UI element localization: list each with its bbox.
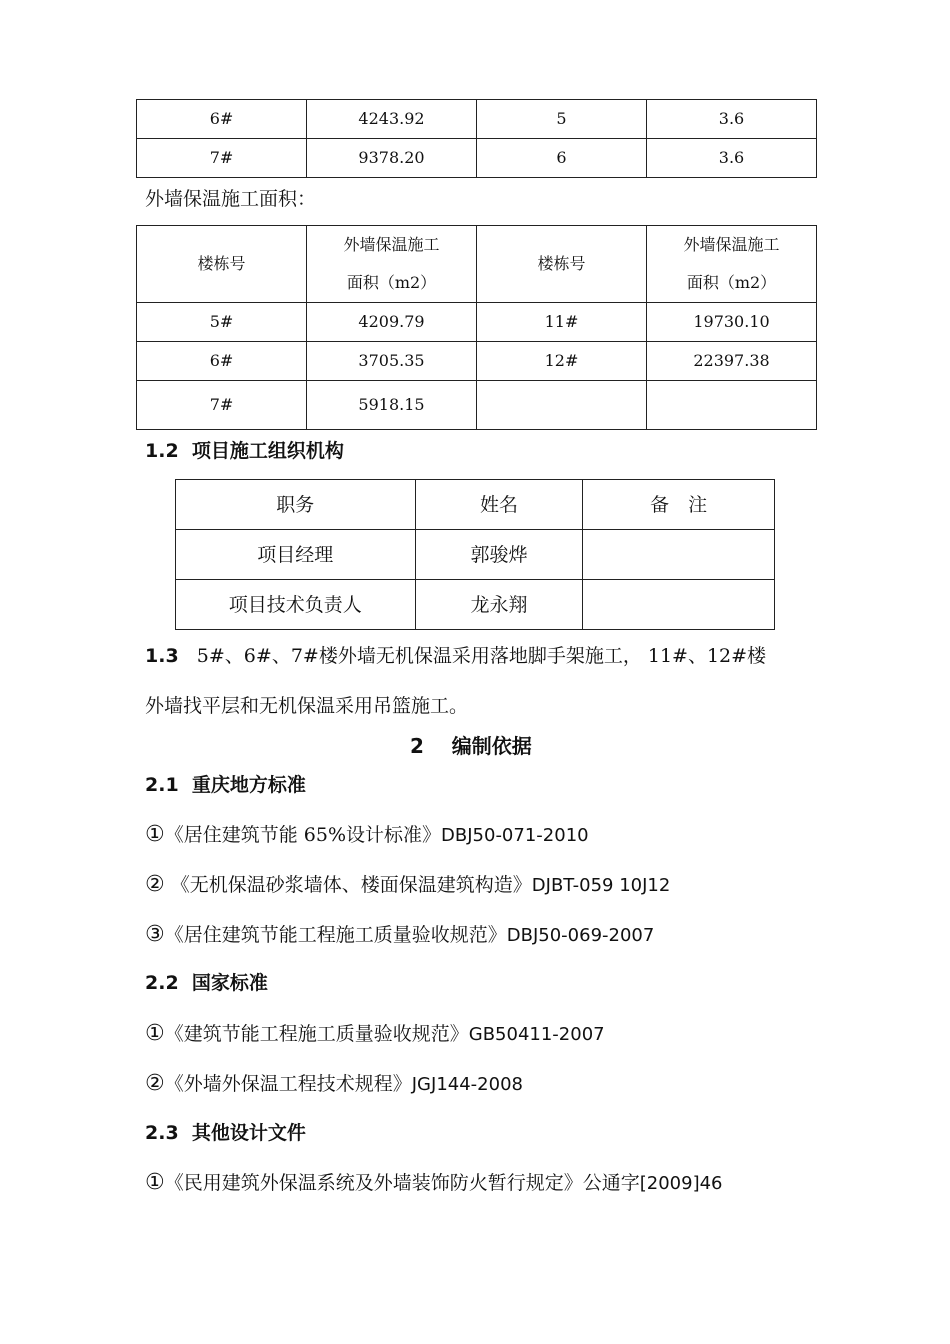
project-organization-table xyxy=(175,479,775,630)
table-cell: 6# xyxy=(137,342,307,381)
table-cell: 5# xyxy=(137,303,307,342)
table-row xyxy=(137,100,817,139)
table-cell: 9378.20 xyxy=(307,139,477,178)
section-number: 2.1 xyxy=(145,774,179,796)
table-cell: 项目技术负责人 xyxy=(176,580,416,630)
header-cell: 楼栋号 xyxy=(477,226,647,303)
header-cell xyxy=(647,226,817,303)
section-heading-2-2 xyxy=(145,968,268,995)
section-title: 其他设计文件 xyxy=(191,1122,306,1144)
item-marker: ③ xyxy=(145,922,165,947)
table-cell: 项目经理 xyxy=(176,530,416,580)
table-cell: 6# xyxy=(137,100,307,139)
paragraph-text: 5#、6#、7#楼外墙无机保温采用落地脚手架施工， 11#、12#楼 xyxy=(196,645,767,667)
header-line: 面积（m2） xyxy=(346,273,437,292)
table-cell: 4243.92 xyxy=(307,100,477,139)
table-cell: 7# xyxy=(137,381,307,430)
header-cell: 职务 xyxy=(176,480,416,530)
section-heading-2-1 xyxy=(145,770,306,797)
table-cell: 19730.10 xyxy=(647,303,817,342)
table-cell xyxy=(583,530,775,580)
table-cell xyxy=(647,381,817,430)
table-row xyxy=(176,530,775,580)
table-cell xyxy=(477,381,647,430)
section-number: 2.3 xyxy=(145,1122,179,1144)
table-row xyxy=(176,580,775,630)
table-cell: 5918.15 xyxy=(307,381,477,430)
item-marker: ② xyxy=(145,872,165,897)
insulation-area-caption: 外墙保温施工面积： xyxy=(145,188,317,210)
table-cell: 4209.79 xyxy=(307,303,477,342)
header-line: 面积（m2） xyxy=(686,273,777,292)
table-cell: 5 xyxy=(477,100,647,139)
table-cell: 3.6 xyxy=(647,100,817,139)
table-row xyxy=(137,342,817,381)
header-cell xyxy=(307,226,477,303)
table-cell: 郭骏烨 xyxy=(415,530,583,580)
reference-item xyxy=(145,1069,523,1096)
insulation-area-table xyxy=(136,225,817,430)
reference-item xyxy=(145,920,654,947)
chapter-number: 2 xyxy=(410,734,424,758)
header-line: 外墙保温施工 xyxy=(683,235,780,254)
reference-code: [2009]46 xyxy=(639,1173,723,1194)
section-heading-1-2 xyxy=(145,436,344,463)
section-title: 项目施工组织机构 xyxy=(191,440,344,462)
section-number: 1.3 xyxy=(145,645,179,667)
reference-title: 《建筑节能工程施工质量验收规范》 xyxy=(164,1023,469,1045)
item-marker: ① xyxy=(145,1170,165,1195)
reference-item xyxy=(145,1168,723,1195)
table-row xyxy=(137,303,817,342)
section-1-3-line-1 xyxy=(145,641,766,668)
section-1-3-line-2: 外墙找平层和无机保温采用吊篮施工。 xyxy=(145,695,469,717)
building-floors-table xyxy=(136,99,817,178)
table-cell: 3.6 xyxy=(647,139,817,178)
table-cell: 6 xyxy=(477,139,647,178)
reference-code: DJBT-059 10J12 xyxy=(531,875,671,896)
reference-code: DBJ50-069-2007 xyxy=(506,925,655,946)
header-cell: 楼栋号 xyxy=(137,226,307,303)
section-number: 1.2 xyxy=(145,440,179,462)
section-title: 国家标准 xyxy=(191,972,268,994)
reference-item xyxy=(145,1019,605,1046)
reference-title: 《居住建筑节能 65%设计标准》 xyxy=(164,824,442,846)
table-cell: 7# xyxy=(137,139,307,178)
table-header-row xyxy=(176,480,775,530)
item-marker: ① xyxy=(145,1021,165,1046)
table-cell xyxy=(583,580,775,630)
reference-item xyxy=(145,870,670,897)
header-line: 外墙保温施工 xyxy=(343,235,440,254)
table-row xyxy=(137,139,817,178)
section-number: 2.2 xyxy=(145,972,179,994)
chapter-title: 编制依据 xyxy=(451,734,532,758)
reference-title: 《外墙外保温工程技术规程》 xyxy=(164,1073,412,1095)
table-row xyxy=(137,381,817,430)
table-cell: 龙永翔 xyxy=(415,580,583,630)
table-cell: 3705.35 xyxy=(307,342,477,381)
reference-code: GB50411-2007 xyxy=(468,1024,605,1045)
table-cell: 12# xyxy=(477,342,647,381)
header-cell: 备 注 xyxy=(583,480,775,530)
table-header-row xyxy=(137,226,817,303)
reference-code: JGJ144-2008 xyxy=(411,1074,523,1095)
reference-item xyxy=(145,820,589,847)
table-cell: 22397.38 xyxy=(647,342,817,381)
header-cell: 姓名 xyxy=(415,480,583,530)
section-title: 重庆地方标准 xyxy=(191,774,306,796)
item-marker: ② xyxy=(145,1071,165,1096)
section-heading-2-3 xyxy=(145,1118,306,1145)
table-cell: 11# xyxy=(477,303,647,342)
reference-code: DBJ50-071-2010 xyxy=(441,825,589,846)
reference-title: 《民用建筑外保温系统及外墙装饰防火暂行规定》公通字 xyxy=(164,1172,640,1194)
reference-title: 《居住建筑节能工程施工质量验收规范》 xyxy=(164,924,507,946)
reference-title: 《无机保温砂浆墙体、楼面保温建筑构造》 xyxy=(164,874,532,896)
item-marker: ① xyxy=(145,822,165,847)
chapter-heading-2 xyxy=(410,730,532,759)
